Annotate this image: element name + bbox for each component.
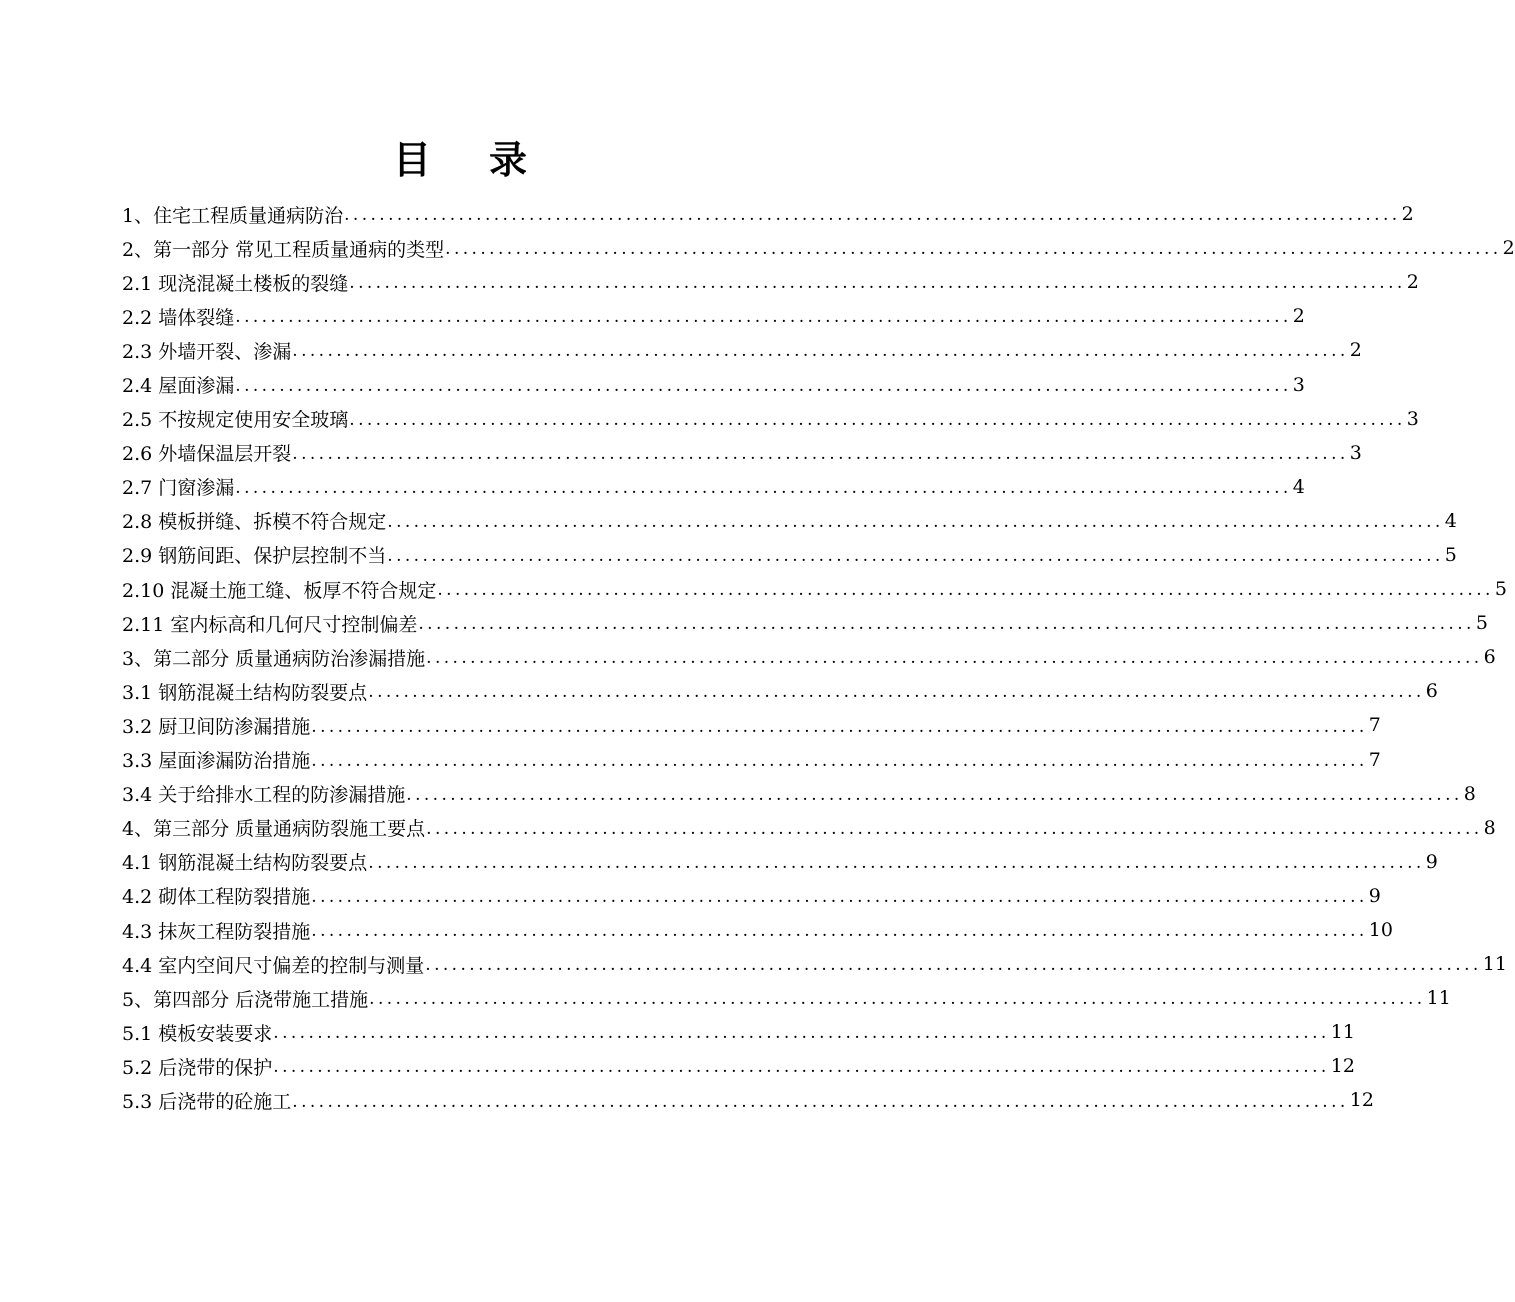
- toc-leader-dots: ........................................................................................................................: [311, 886, 1368, 907]
- toc-entry-page-number: 12: [1330, 1055, 1355, 1078]
- toc-entry-page-number: 2: [1401, 203, 1414, 226]
- toc-entry-title: 3.1 钢筋混凝土结构防裂要点: [122, 681, 368, 704]
- toc-entry-title: 5、第四部分 后浇带施工措施: [122, 988, 369, 1011]
- toc-leader-dots: ........................................................................................................................: [418, 614, 1475, 635]
- toc-entry-title: 2.4 屋面渗漏: [122, 375, 235, 398]
- toc-entry[interactable]: [122, 402, 1419, 436]
- toc-entry-page-number: 7: [1368, 748, 1381, 771]
- toc-entry-title: 2.3 外墙开裂、渗漏: [122, 340, 292, 363]
- toc-entry[interactable]: [122, 197, 1414, 231]
- toc-leader-dots: ........................................................................................................................: [344, 205, 1401, 226]
- toc-entry-page-number: 2: [1502, 237, 1515, 260]
- toc-entry[interactable]: [122, 1049, 1355, 1083]
- toc-leader-dots: ........................................................................................................................: [235, 307, 1292, 328]
- toc-entry[interactable]: [122, 606, 1488, 640]
- toc-entry-title: 4.2 砌体工程防裂措施: [122, 886, 311, 909]
- toc-entry-title: 2.2 墙体裂缝: [122, 306, 235, 329]
- toc-leader-dots: ........................................................................................................................: [368, 852, 1425, 873]
- toc-leader-dots: ........................................................................................................................: [292, 443, 1349, 464]
- toc-entry[interactable]: [122, 947, 1507, 981]
- toc-entry-page-number: 4: [1444, 509, 1457, 532]
- toc-entry-title: 4、第三部分 质量通病防裂施工要点: [122, 818, 426, 841]
- toc-entry-title: 3.3 屋面渗漏防治措施: [122, 750, 311, 773]
- toc-entry-page-number: 6: [1425, 680, 1438, 703]
- toc-entry[interactable]: [122, 674, 1438, 708]
- toc-entry-title: 5.1 模板安装要求: [122, 1022, 273, 1045]
- toc-entry-title: 2、第一部分 常见工程质量通病的类型: [122, 238, 445, 261]
- toc-entry[interactable]: [122, 743, 1381, 777]
- toc-leader-dots: ........................................................................................................................: [273, 1057, 1330, 1078]
- toc-entry[interactable]: [122, 231, 1515, 265]
- toc-leader-dots: ........................................................................................................................: [292, 1091, 1349, 1112]
- toc-entry-page-number: 11: [1426, 987, 1451, 1010]
- toc-entry-title: 2.11 室内标高和几何尺寸控制偏差: [122, 613, 418, 636]
- toc-entry[interactable]: [122, 913, 1393, 947]
- toc-entry-title: 2.9 钢筋间距、保护层控制不当: [122, 545, 387, 568]
- toc-entry-page-number: 4: [1292, 475, 1305, 498]
- toc-entry[interactable]: [122, 777, 1476, 811]
- toc-entry-title: 3.4 关于给排水工程的防渗漏措施: [122, 784, 406, 807]
- toc-entry-title: 2.8 模板拼缝、拆模不符合规定: [122, 511, 387, 534]
- toc-leader-dots: ........................................................................................................................: [369, 989, 1426, 1010]
- toc-entry[interactable]: [122, 879, 1381, 913]
- toc-entry-page-number: 2: [1349, 339, 1362, 362]
- toc-entry-page-number: 3: [1349, 441, 1362, 464]
- toc-entry-title: 2.10 混凝土施工缝、板厚不符合规定: [122, 579, 437, 602]
- toc-entry[interactable]: [122, 436, 1362, 470]
- toc-entry-page-number: 8: [1463, 782, 1476, 805]
- toc-leader-dots: ........................................................................................................................: [437, 580, 1494, 601]
- toc-leader-dots: ........................................................................................................................: [426, 818, 1483, 839]
- toc-entry[interactable]: [122, 640, 1496, 674]
- toc-entry-title: 3、第二部分 质量通病防治渗漏措施: [122, 647, 426, 670]
- toc-entry-title: 5.3 后浇带的砼施工: [122, 1090, 292, 1113]
- toc-leader-dots: ........................................................................................................................: [349, 273, 1406, 294]
- toc-entry-page-number: 3: [1406, 407, 1419, 430]
- toc-entry[interactable]: [122, 265, 1419, 299]
- toc-list: [122, 197, 1515, 1118]
- toc-entry-page-number: 5: [1444, 543, 1457, 566]
- toc-entry[interactable]: [122, 504, 1457, 538]
- toc-leader-dots: ........................................................................................................................: [387, 546, 1444, 567]
- toc-entry[interactable]: [122, 811, 1496, 845]
- toc-leader-dots: ........................................................................................................................: [445, 239, 1502, 260]
- toc-entry-page-number: 10: [1368, 919, 1393, 942]
- toc-entry-title: 4.4 室内空间尺寸偏差的控制与测量: [122, 954, 425, 977]
- toc-entry[interactable]: [122, 1083, 1374, 1117]
- toc-leader-dots: ........................................................................................................................: [406, 784, 1463, 805]
- toc-entry-page-number: 5: [1475, 612, 1488, 635]
- toc-entry-title: 5.2 后浇带的保护: [122, 1056, 273, 1079]
- toc-entry[interactable]: [122, 981, 1451, 1015]
- toc-entry-page-number: 2: [1292, 305, 1305, 328]
- toc-entry[interactable]: [122, 845, 1438, 879]
- toc-leader-dots: ........................................................................................................................: [292, 341, 1349, 362]
- toc-entry-title: 3.2 厨卫间防渗漏措施: [122, 715, 311, 738]
- toc-entry-page-number: 11: [1482, 953, 1507, 976]
- toc-entry-page-number: 9: [1368, 884, 1381, 907]
- toc-entry-title: 2.6 外墙保温层开裂: [122, 443, 292, 466]
- toc-entry[interactable]: [122, 708, 1381, 742]
- toc-leader-dots: ........................................................................................................................: [349, 409, 1406, 430]
- toc-leader-dots: ........................................................................................................................: [311, 750, 1368, 771]
- toc-entry-title: 2.5 不按规定使用安全玻璃: [122, 409, 349, 432]
- toc-entry-page-number: 3: [1292, 373, 1305, 396]
- toc-entry-title: 2.1 现浇混凝土楼板的裂缝: [122, 272, 349, 295]
- toc-entry-title: 1、住宅工程质量通病防治: [122, 204, 344, 227]
- toc-entry-title: 4.1 钢筋混凝土结构防裂要点: [122, 852, 368, 875]
- toc-title: 目录: [392, 138, 585, 182]
- toc-leader-dots: ........................................................................................................................: [311, 716, 1368, 737]
- toc-entry[interactable]: [122, 299, 1305, 333]
- toc-entry-page-number: 8: [1483, 816, 1496, 839]
- toc-entry[interactable]: [122, 470, 1305, 504]
- toc-leader-dots: ........................................................................................................................: [273, 1023, 1330, 1044]
- toc-leader-dots: ........................................................................................................................: [311, 921, 1368, 942]
- toc-entry[interactable]: [122, 333, 1362, 367]
- toc-leader-dots: ........................................................................................................................: [235, 477, 1292, 498]
- toc-entry[interactable]: [122, 572, 1507, 606]
- toc-leader-dots: ........................................................................................................................: [368, 682, 1425, 703]
- toc-leader-dots: ........................................................................................................................: [426, 648, 1483, 669]
- toc-entry[interactable]: [122, 538, 1457, 572]
- toc-leader-dots: ........................................................................................................................: [425, 955, 1482, 976]
- toc-entry-page-number: 12: [1349, 1089, 1374, 1112]
- toc-entry-page-number: 9: [1425, 850, 1438, 873]
- toc-entry-page-number: 6: [1483, 646, 1496, 669]
- toc-entry-page-number: 5: [1494, 578, 1507, 601]
- toc-entry-title: 4.3 抹灰工程防裂措施: [122, 920, 311, 943]
- toc-entry-page-number: 11: [1330, 1021, 1355, 1044]
- toc-leader-dots: ........................................................................................................................: [235, 375, 1292, 396]
- toc-entry-title: 2.7 门窗渗漏: [122, 477, 235, 500]
- toc-entry[interactable]: [122, 367, 1305, 401]
- toc-leader-dots: ........................................................................................................................: [387, 511, 1444, 532]
- toc-entry-page-number: 7: [1368, 714, 1381, 737]
- toc-entry-page-number: 2: [1406, 271, 1419, 294]
- toc-entry[interactable]: [122, 1015, 1355, 1049]
